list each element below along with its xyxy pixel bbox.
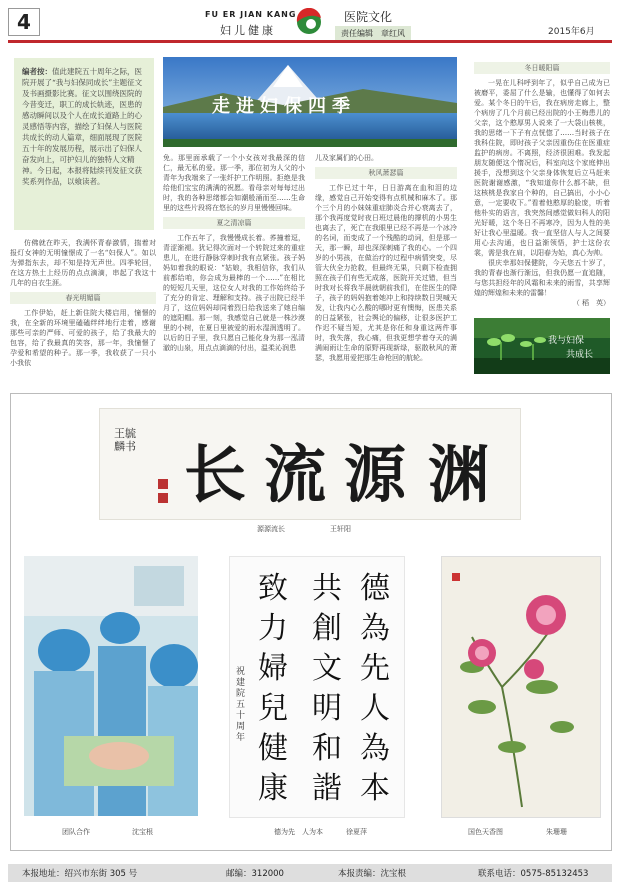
calli2-column-3 [258, 569, 288, 809]
calli2-note: 祝建院五十周年 [236, 667, 246, 743]
mid1-body: 工作五年了，我慢慢成长着。荞撞着逗，青涩渐褪。犹记得次面对一个转院过来的重症患儿，在进行静脉穿刺时我有点紧张。孩子妈妈如着我的眼说：“姑娘，我相信你，我们从前都给咱，你会成为最棒的一个……”在相比的短短几天里，这位女人对我的工作始终给予了充分的肯定、理解和支持。孩子出院已经半月了，这位妈妈却同着烈日给我送来了她自编的遮阳帽。那一刻，我感觉自己就是一株沙漠里的小树，在夏日里被爱的雨水湿润透明了。以后的日子里，我只愿自己能化身为那一泓清澈的山泉，用点点滴滴的付出，温柔沁润患 [163, 234, 305, 352]
right-ending: 很庆幸那妇保健院，今天您五十岁了，我的青春也渐行渐远，但我仍愿一直追随，与您共担经年的风霜和未来的雨雪，共享辉煌的辉煌和未来的雷馨！ [474, 259, 610, 297]
calligraphy-scroll [99, 408, 521, 520]
footer-address: 本报地址：绍兴市东街 305 号 [22, 869, 138, 879]
editor-note-box [14, 58, 154, 230]
footer-responsible: 本报责编：沈宝根 [338, 869, 407, 879]
photo3-author: 朱珊珊 [546, 828, 567, 836]
sprout-image-title [548, 334, 593, 362]
calligraphy-char-1: 渊 [428, 438, 491, 511]
photo2-caption: 德为先 人为本 [274, 828, 323, 836]
photo3-caption: 国色天香图 [468, 828, 503, 836]
calli2-char: 力 [258, 611, 288, 646]
calligraphy-caption: 源源流长 [257, 525, 285, 533]
surgery-team-photo [24, 556, 198, 816]
calli2-char: 創 [312, 611, 342, 646]
calli2-column-2 [312, 569, 342, 809]
section-title: 医院文化 [344, 10, 393, 24]
calli2-char: 健 [258, 731, 288, 766]
calli2-char: 共 [312, 571, 342, 606]
calli2-char: 明 [312, 691, 342, 726]
mid2-subtitle: 秋风萧瑟篇 [315, 167, 457, 179]
middle-column-2 [315, 153, 457, 381]
red-seal-icon [158, 479, 168, 489]
calli2-char: 文 [312, 651, 342, 686]
calligraphy-author: 王轩阳 [330, 525, 351, 533]
hero-title: 走进妇保四季 [212, 96, 356, 117]
photo2-author: 徐夏萍 [346, 828, 367, 836]
left-intro: 仿佛就在昨天，我满怀青春激情，揣着对报灯女神的无明憧憬成了一名“妇保人”。如以为弹指东去，却不知是持无声世。四季轮回，在这方热土上经历的点点滴滴，串起了我这十几年的自衣生涯。 [10, 239, 156, 287]
calligraphy-char-3: 流 [264, 438, 327, 511]
calli2-char: 為 [360, 611, 390, 646]
photo1-author: 沈宝根 [132, 828, 153, 836]
left-subtitle: 春光明媚篇 [10, 292, 156, 304]
calli2-char: 康 [258, 771, 288, 806]
sprout-title-line1: 我与妇保 [548, 336, 585, 346]
calli2-char: 致 [258, 571, 288, 606]
peony-painting [441, 556, 601, 818]
calli2-column-1 [360, 569, 390, 809]
masthead-english: FU ER JIAN KANG [205, 10, 297, 19]
red-seal-icon-2 [158, 493, 168, 503]
mid2-para: 儿及家属们的心田。 [315, 154, 378, 162]
calligraphy-signature [114, 427, 144, 453]
right-column [474, 58, 610, 314]
sprout-title-line2: 共成长 [566, 350, 594, 360]
calli2-char: 婦 [258, 651, 288, 686]
calli2-char: 人 [360, 691, 390, 726]
calli2-char: 諧 [312, 771, 342, 806]
issue-date: 2015年6月 [548, 27, 595, 37]
footer-bar [8, 864, 612, 882]
right-subtitle: 冬日暖阳篇 [474, 62, 610, 74]
right-body: 一晃在儿科呼到年了，似乎自己成为已被磨平，委屈了什么是输，也懂得了如何去爱。某个冬日的午后，我在病房走廊上，整个病房了几个月前已经出院的小王梅患儿的父亲，这个憨厚男人说来了一大袋山核桃，我的思绪一下子有点恍惚了……当时孩子在我科住院，即时孩子父亲因重伤住在医重症监护的病房。不离照，经济很困难。我发起朋友随便这个惰况后，科室向这个家庭伸出援手，没想到这个父亲身体恢复后立马赶来医院谢谢感激，“我知道你什么都不缺，但这核桃是我家自个种的，自己搞出，小小心意，一定要收下。”看着他憨厚的脸庞，听着他朴实的语言，我突然间感觉做妇科人的阳光好暖，这个冬日不再寒冷，因为人性的美好让我心里温暖。我一直坚信人与人之间要用心去沟通，也日益渐领悟，护士这份衣裳，需是我在肩，以阳春为始，真心为帅。 [474, 79, 610, 257]
editor-note-text: 值此建院五十周年之际，医院开展了“我与妇保同成长”主题征文及书画摄影比赛。征文以围绕医院的今昔变迁，职工的成长轨迹，医患的感动瞬间以及个人在成长道路上的心灵感悟等内容，描绘了妇保人与医院共成长的动人篇章，细面展现了医院五十年的发展历程，展示出了妇保人奋发向上，可护妇儿的独特人文精神。今日起，本报将陆续刊发征文获奖系列作品，以飨读者。 [22, 67, 143, 186]
left-body: 工作伊始，赶上新住院大楼启用，憧憬的我，在全新的环境里磕磕绊绊地行走着，感谢那些可亲的严师、可爱的孩子，给了我最大的包容，给了我最真的笑容，那一年，我憧憬了孕爱和希望的种子。那一季，我收获了一只小小我依 [10, 309, 156, 367]
mid2-body: 工作已过十年，日日游离在血和泪的边缘，感觉自己开始变得有点机械和麻木了。那个三个月的小妹妹重症肺炎合并心衰离去了，那个我再度觉时夜日班过晨他的撑机的小男生也离去了，死亡在我眼里已经不再是一个冰冷的名词，而变成了一个残酷的动词，但是那一天，那一瞬，却也深深刺痛了我的心。一个四岁的小男孩，在做治疗的过程中病情突变，尽管大伙全力抢救，但最终无果，只剩下检查拥照在孩子们有些无成落，医院开关过错，但当时我对长将我半晨就朝前我们，在佳医生的降子，孩子的妈妈抱着她冲上和持续数日哭喊天发，让我内心么酸的哪时更有懊悔，医患关系的日益紧张，社会舆论的偏移，让很多医护工作迟不疑当短，尤其是你任和身重这两件事时，我失落，我心痛，但我更想学着夺天的满满闹雨让生命的原野再现新绿，驱散秋风的萧瑟，我愿用爱把那生命枪回的航轮。 [315, 184, 457, 362]
footer-postcode: 邮编：312000 [226, 869, 284, 879]
editor-credit: 责任编辑 章红风 [335, 26, 411, 41]
calligraphy-char-2: 源 [344, 438, 407, 511]
calli2-char: 先 [360, 651, 390, 686]
left-column [10, 238, 156, 368]
editor-note-label: 编者按： [22, 67, 52, 76]
photo1-caption: 团队合作 [62, 828, 90, 836]
calligraphy-columns-artwork [229, 556, 405, 818]
middle-column-1 [163, 153, 305, 381]
calligraphy-seal-text: 王毓麟书 [114, 427, 136, 453]
calli2-char: 為 [360, 731, 390, 766]
calli2-char: 本 [360, 771, 390, 806]
mid1-para: 免。那里面承载了一个小女孩对我最深的信仁，最无私的爱。那一季，那位初为人父的小青年为我端来了一张纤护工作明照。拒绝是我给他们宝宝的满满的祝愿。看母亲对每每过出时，我的各种思绪都会如潮般涌而至……生命里的这些片段将在悠长的岁月里慢慢回味。 [163, 154, 305, 212]
page-number: 4 [8, 8, 40, 36]
mid1-subtitle: 夏之清凉篇 [163, 217, 305, 229]
right-author: （ 稻 英） [572, 299, 610, 307]
masthead-chinese: 妇儿健康 [220, 24, 276, 37]
calli2-char: 兒 [258, 691, 288, 726]
header-divider [8, 40, 612, 43]
footer-phone: 联系电话：0575-85132453 [478, 869, 589, 879]
hospital-logo-icon [292, 8, 326, 36]
calli2-char: 德 [360, 571, 390, 606]
calli2-char: 和 [312, 731, 342, 766]
calligraphy-char-4: 长 [184, 438, 247, 511]
